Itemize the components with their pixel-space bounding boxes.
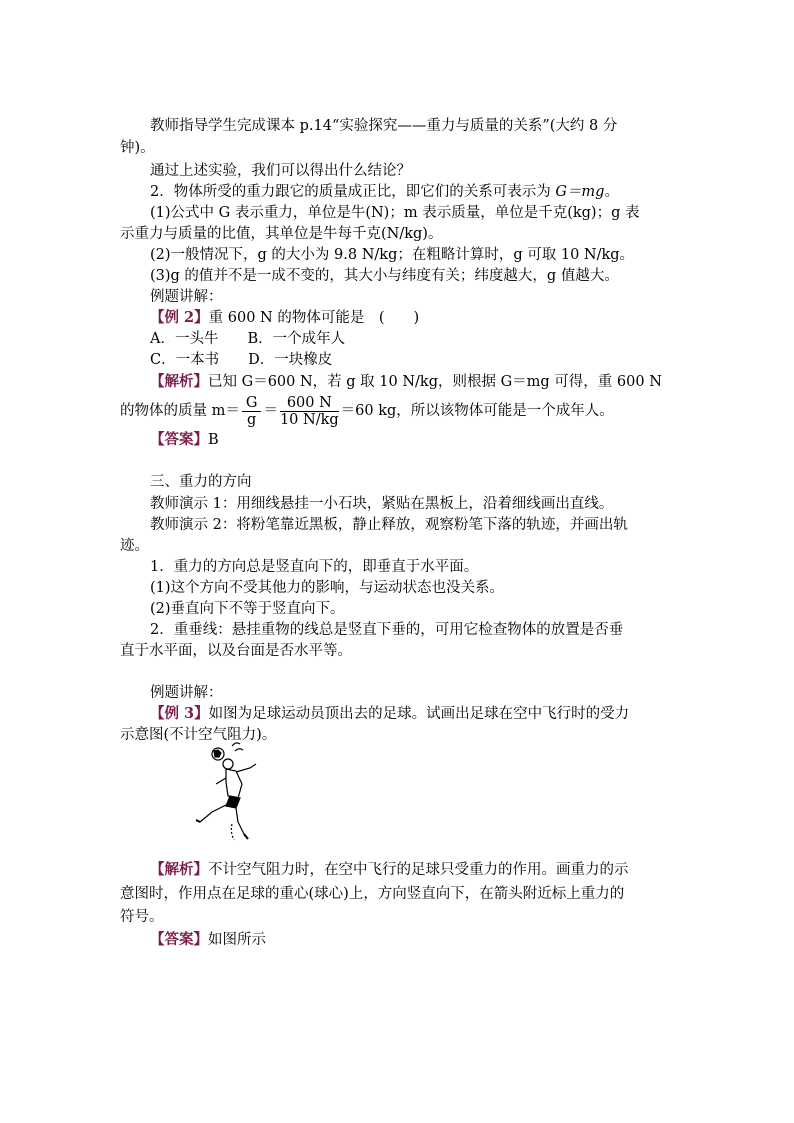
paragraph-line: 通过上述实验，我们可以得出什么结论？ xyxy=(150,163,411,179)
soccer-player-figure xyxy=(192,738,282,846)
paragraph-line: 教师演示 2：将粉笔靠近黑板，静止释放，观察粉笔下落的轨迹，并画出轨 xyxy=(150,517,628,533)
formula: G＝mg xyxy=(555,184,605,200)
example-question: 【例 2】重 600 N 的物体可能是 ( ) xyxy=(150,309,420,326)
paragraph-line: 直于水平面，以及台面是否水平等。 xyxy=(120,643,352,659)
paragraph-line: (2)一般情况下，g 的大小为 9.8 N/kg；在粗略计算时，g 可取 10 N/kg。 xyxy=(150,247,635,263)
analysis-line: 的物体的质量 m＝ $\frac{G}{g}$ ＝ $\frac{600 N}{10 N/kg}$ ＝60 kg，所以该物体可能是一个成年人。 xyxy=(120,394,614,428)
section-label: 例题讲解： xyxy=(150,289,223,305)
paragraph-line: 教师指导学生完成课本 p.14“实验探究——重力与质量的关系”(大约 8 分 xyxy=(150,118,618,134)
paragraph-line: 1．重力的方向总是竖直向下的，即垂直于水平面。 xyxy=(150,559,479,575)
analysis-line: 【解析】已知 G＝600 N，若 g 取 10 N/kg，则根据 G＝mg 可得，重 600 N xyxy=(150,373,662,390)
paragraph-line: 2．重垂线：悬挂重物的线总是竖直下垂的，可用它检查物体的放置是否垂 xyxy=(150,622,624,638)
fraction: $\frac{600 N}{10 N/kg}$ xyxy=(279,394,339,428)
paragraph-line: (1)公式中 G 表示重力，单位是牛(N)；m 表示质量，单位是千克(kg)；g 表 xyxy=(150,205,640,221)
paragraph-line: 迹。 xyxy=(120,538,149,554)
analysis-line: 意图时，作用点在足球的重心(球心)上，方向竖直向下，在箭头附近标上重力的 xyxy=(120,886,625,902)
paragraph-line: (1)这个方向不受其他力的影响，与运动状态也没关系。 xyxy=(150,580,505,596)
example-tag: 【例 2】 xyxy=(150,309,209,326)
paragraph-line: 教师演示 1：用细线悬挂一小石块，紧贴在黑板上，沿着细线画出直线。 xyxy=(150,496,614,512)
example-question: 示意图(不计空气阻力)。 xyxy=(120,727,277,743)
analysis-line: 符号。 xyxy=(120,909,164,925)
paragraph-line: (3)g 的值并不是一成不变的，其大小与纬度有关；纬度越大，g 值越大。 xyxy=(150,268,619,284)
section-heading: 三、重力的方向 xyxy=(150,474,252,490)
answer-tag: 【答案】 xyxy=(150,431,208,448)
paragraph-line: 钟)。 xyxy=(120,140,155,156)
options-line: C．一本书 D．一块橡皮 xyxy=(150,352,333,368)
answer-line: 【答案】B xyxy=(150,431,219,448)
paragraph-line: 示重力与质量的比值，其单位是牛每千克(N/kg)。 xyxy=(120,226,443,242)
analysis-tag: 【解析】 xyxy=(150,373,208,390)
paragraph-line: 2．物体所受的重力跟它的质量成正比，即它们的关系可表示为 G＝mg。 xyxy=(150,184,619,200)
options-line: A．一头牛 B．一个成年人 xyxy=(150,331,346,347)
section-label: 例题讲解： xyxy=(150,685,223,701)
answer-tag: 【答案】 xyxy=(150,931,208,948)
answer-line: 【答案】如图所示 xyxy=(150,931,266,948)
analysis-tag: 【解析】 xyxy=(150,861,208,878)
example-tag: 【例 3】 xyxy=(150,705,209,722)
analysis-line: 【解析】不计空气阻力时，在空中飞行的足球只受重力的作用。画重力的示 xyxy=(150,861,629,878)
fraction: $\frac{G}{g}$ xyxy=(242,395,262,428)
paragraph-line: (2)垂直向下不等于竖直向下。 xyxy=(150,601,345,617)
example-question: 【例 3】如图为足球运动员顶出去的足球。试画出足球在空中飞行时的受力 xyxy=(150,705,630,722)
